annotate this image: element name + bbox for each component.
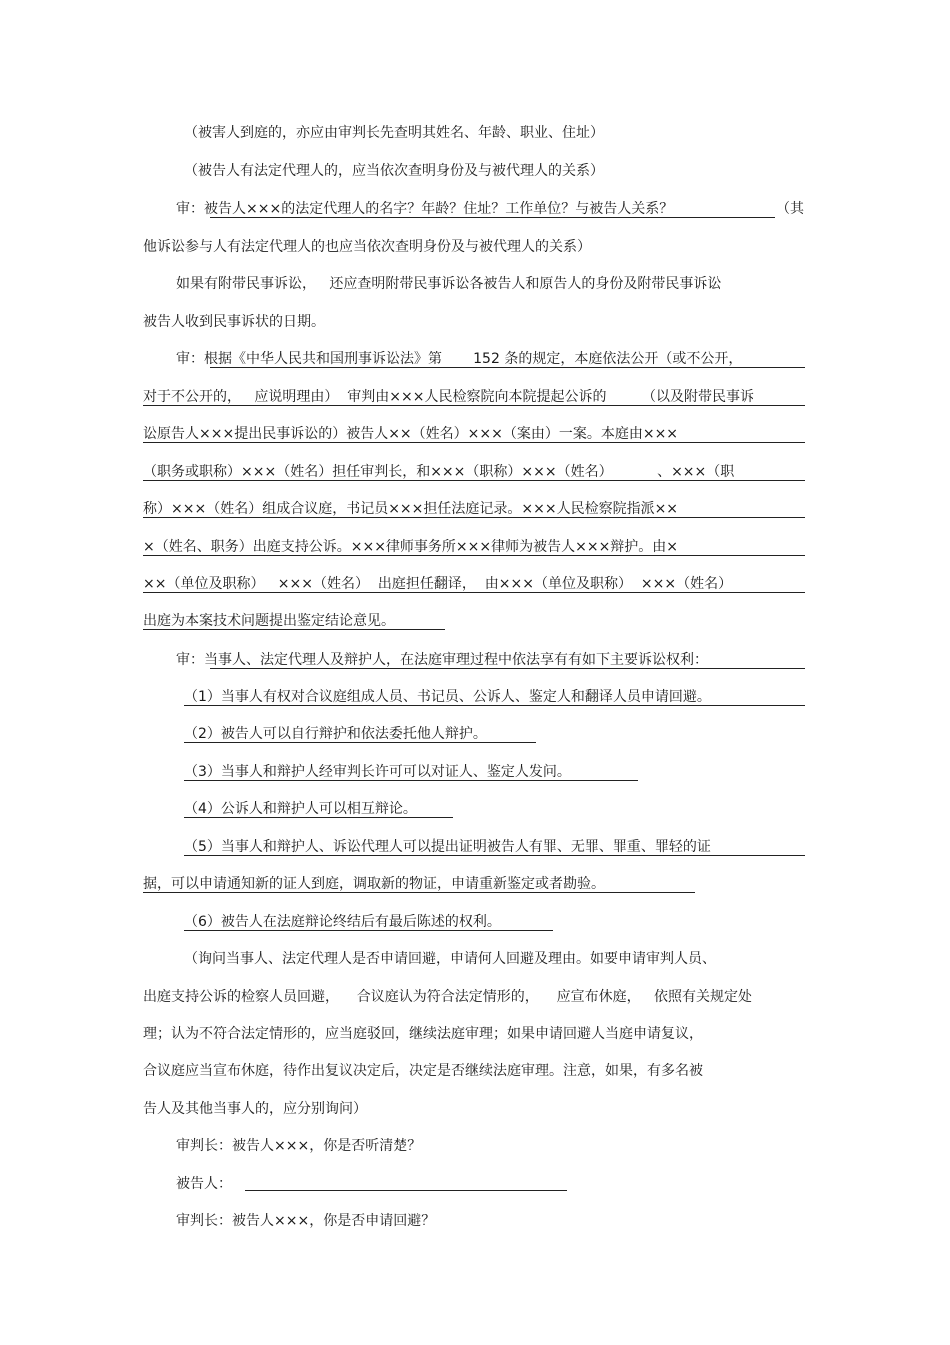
- underline: [210, 217, 775, 218]
- underline: [210, 367, 805, 368]
- right-item-5-line-1: （5）当事人和辩护人、诉讼代理人可以提出证明被告人有罪、无罪、罪重、罪轻的证: [184, 839, 711, 855]
- court-announcement-line-8: 出庭为本案技术问题提出鉴定结论意见。: [143, 613, 395, 629]
- recusal-note-line-4: 合议庭应当宣布休庭，待作出复议决定后，决定是否继续法庭审理。注意，如果，有多名被: [143, 1063, 703, 1079]
- recusal-note-line-3: 理；认为不符合法定情形的，应当庭驳回，继续法庭审理；如果申请回避人当庭申请复议，: [143, 1026, 703, 1042]
- answer-blank: [245, 1190, 567, 1191]
- paragraph-other-parties-start: （其: [776, 201, 804, 217]
- underline: [184, 705, 805, 706]
- underline: [143, 442, 805, 443]
- underline: [184, 742, 536, 743]
- right-item-6: （6）被告人在法庭辩论终结后有最后陈述的权利。: [184, 914, 501, 930]
- underline: [143, 405, 805, 406]
- recusal-note-line-1: （询问当事人、法定代理人是否申请回避，申请何人回避及理由。如要申请审判人员、: [184, 951, 716, 967]
- underline: [143, 517, 805, 518]
- underline: [184, 930, 553, 931]
- recusal-note-line-2: 出庭支持公诉的检察人员回避， 合议庭认为符合法定情形的， 应宣布休庭， 依照有关规定处: [143, 989, 752, 1005]
- underline: [184, 817, 453, 818]
- paragraph-civil-suit: 如果有附带民事诉讼， 还应查明附带民事诉讼各被告人和原告人的身份及附带民事诉讼: [176, 276, 722, 292]
- underline: [143, 629, 445, 630]
- underline: [184, 780, 638, 781]
- right-item-4: （4）公诉人和辩护人可以相互辩论。: [184, 801, 417, 817]
- judge-rights-intro: 审：当事人、法定代理人及辩护人，在法庭审理过程中依法享有有如下主要诉讼权利：: [176, 652, 708, 668]
- court-announcement-line-6: ×（姓名、职务）出庭支持公诉。×××律师事务所×××律师为被告人×××辩护。由×: [143, 539, 679, 555]
- recusal-note-line-5: 告人及其他当事人的，应分别询问）: [143, 1101, 367, 1117]
- underline: [143, 480, 805, 481]
- court-announcement-line-1: 审：根据《中华人民共和国刑事诉讼法》第 152 条的规定，本庭依法公开（或不公开，: [176, 351, 743, 367]
- underline: [143, 555, 805, 556]
- paragraph-civil-suit-end: 被告人收到民事诉状的日期。: [143, 314, 325, 330]
- court-announcement-line-7: ××（单位及职称） ×××（姓名） 出庭担任翻译， 由×××（单位及职称） ×××（姓名）: [143, 576, 733, 592]
- court-announcement-line-4: （职务或职称）×××（姓名）担任审判长，和×××（职称）×××（姓名） 、×××（职: [143, 464, 735, 480]
- underline: [184, 855, 805, 856]
- underline: [143, 592, 805, 593]
- court-announcement-line-5: 称）×××（姓名）组成合议庭，书记员×××担任法庭记录。×××人民检察院指派××: [143, 501, 679, 517]
- right-item-2: （2）被告人可以自行辩护和依法委托他人辩护。: [184, 726, 487, 742]
- judge-question-representative: 审：被告人×××的法定代理人的名字？年龄？住址？工作单位？与被告人关系？: [176, 201, 674, 217]
- paragraph-victim-identity: （被害人到庭的，亦应由审判长先查明其姓名、年龄、职业、住址）: [184, 125, 604, 141]
- court-announcement-line-3: 讼原告人×××提出民事诉讼的）被告人××（姓名）×××（案由）一案。本庭由×××: [143, 426, 679, 442]
- underline: [210, 668, 805, 669]
- underline: [143, 892, 695, 893]
- court-announcement-line-2: 对于不公开的， 应说明理由） 审判由×××人民检察院向本院提起公诉的 （以及附带民事诉: [143, 389, 755, 405]
- presiding-judge-question-1: 审判长：被告人×××，你是否听清楚？: [176, 1138, 422, 1154]
- presiding-judge-question-2: 审判长：被告人×××，你是否申请回避？: [176, 1213, 436, 1229]
- defendant-answer-label: 被告人：: [176, 1176, 232, 1192]
- right-item-3: （3）当事人和辩护人经审判长许可可以对证人、鉴定人发问。: [184, 764, 571, 780]
- paragraph-other-parties: 他诉讼参与人有法定代理人的也应当依次查明身份及与被代理人的关系）: [143, 239, 591, 255]
- right-item-1: （1）当事人有权对合议庭组成人员、书记员、公诉人、鉴定人和翻译人员申请回避。: [184, 689, 711, 705]
- paragraph-legal-representative: （被告人有法定代理人的，应当依次查明身份及与被代理人的关系）: [184, 163, 604, 179]
- right-item-5-line-2: 据，可以申请通知新的证人到庭，调取新的物证，申请重新鉴定或者勘验。: [143, 876, 605, 892]
